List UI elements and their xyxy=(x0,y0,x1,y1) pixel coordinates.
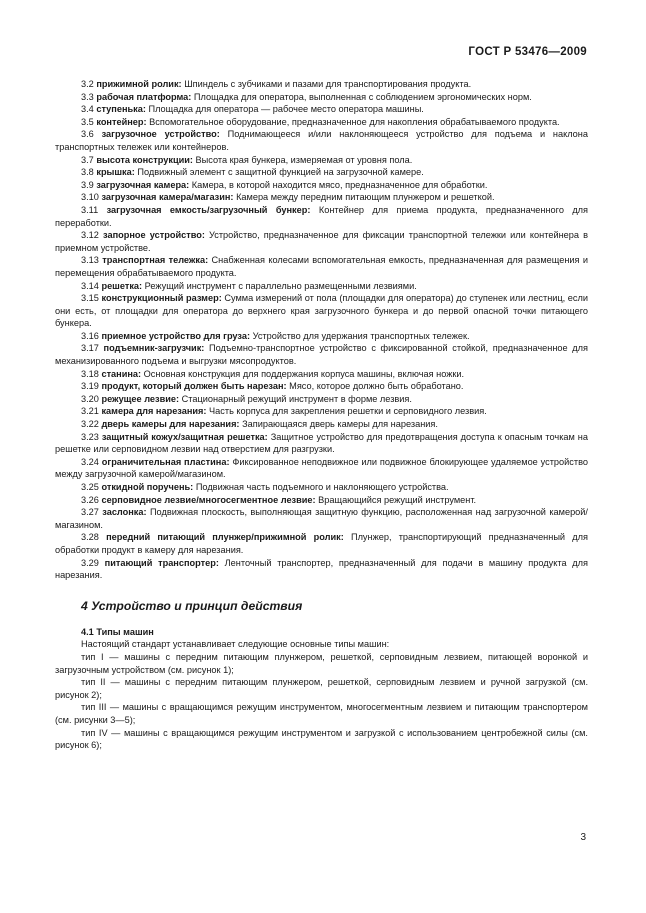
definition-number: 3.14 xyxy=(81,280,99,291)
definition-item xyxy=(55,380,588,393)
definition-item xyxy=(55,557,588,582)
definition-term: подъемник-загрузчик: xyxy=(103,343,205,354)
document-body xyxy=(55,78,588,752)
section-intro: Настоящий стандарт устанавливает следующие основные типы машин: xyxy=(81,639,390,650)
definition-number: 3.15 xyxy=(81,293,99,304)
definition-item xyxy=(55,254,588,279)
definition-text: Камера между передним питающим плунжером и решеткой. xyxy=(236,192,495,203)
definition-number: 3.29 xyxy=(81,557,99,568)
definition-number: 3.4 xyxy=(81,104,94,115)
definition-number: 3.7 xyxy=(81,154,94,165)
definition-text: Защитное устройство для предотвращения доступа к опасным точкам на решетке или серповидном лезвии над отверстием для разгрузки. xyxy=(55,431,588,455)
definition-text: Шпиндель с зубчиками и пазами для транспортирования продукта. xyxy=(184,79,472,89)
page-number: 3 xyxy=(580,832,586,843)
machine-type-item: тип I — машины с передним питающим плунжером, решеткой, серповидным лезвием, питающей воронкой и загрузочным устройством (см. рисунок 1); xyxy=(55,651,588,675)
definition-term: режущее лезвие: xyxy=(101,393,180,404)
definition-item xyxy=(55,78,588,91)
definition-number: 3.13 xyxy=(81,255,99,266)
section-title: 4 Устройство и принцип действия xyxy=(81,598,303,613)
definition-term: приемное устройство для груза: xyxy=(101,330,251,341)
definition-text: Вспомогательное оборудование, предназначенное для накопления обрабатываемого продукта. xyxy=(149,116,560,127)
definition-text: Режущий инструмент с параллельно размещенными лезвиями. xyxy=(144,280,417,291)
definition-item xyxy=(55,91,588,104)
definition-item xyxy=(55,431,588,456)
definition-term: решетка: xyxy=(101,280,143,291)
definition-term: ограничительная пластина: xyxy=(101,456,230,467)
definition-number: 3.27 xyxy=(81,507,99,518)
definition-number: 3.19 xyxy=(81,381,99,392)
definition-text: Площадка для оператора, выполненная с соблюдением эргономических норм. xyxy=(193,91,532,102)
definition-term: запорное устройство: xyxy=(103,230,205,241)
definition-text: Стационарный режущий инструмент в форме лезвия. xyxy=(181,393,412,404)
definition-text: Подвижная плоскость, выполняющая защитную функцию, расположенная над загрузочной камерой/магазином. xyxy=(55,507,588,530)
definition-item xyxy=(55,166,588,179)
definition-term: серповидное лезвие/многосегментное лезвие: xyxy=(101,494,316,505)
definition-text: Подвижный элемент с защитной функцией на загрузочной камере. xyxy=(137,167,424,178)
definition-text: Устройство, предназначенное для фиксации транспортной тележки или контейнера в приемном устройстве. xyxy=(55,230,588,253)
definition-text: Подвижная часть подъемного и наклоняющего устройства. xyxy=(195,482,449,492)
definition-term: прижимной ролик: xyxy=(96,79,182,89)
definition-term: загрузочная камера/магазин: xyxy=(101,192,234,203)
definition-text: Мясо, которое должно быть обработано. xyxy=(289,381,464,392)
definition-number: 3.24 xyxy=(81,456,99,467)
machine-type-item: тип III — машины с вращающимся режущим инструментом, многосегментным лезвием и питающим транспортером (см. рисунки 3—5); xyxy=(55,702,588,725)
definition-text: Устройство для удержания транспортных тележек. xyxy=(252,330,470,341)
definition-term: передний питающий плунжер/прижимной ролик: xyxy=(106,532,344,543)
definition-item xyxy=(55,204,588,229)
definition-number: 3.3 xyxy=(81,91,94,102)
definition-text: Камера, в которой находится мясо, предназначенное для обработки. xyxy=(191,179,488,190)
definition-text: Поднимающееся и/или наклоняющееся устройство для подъема и наклона транспортных тележек или контейнеров. xyxy=(55,129,588,152)
definition-number: 3.25 xyxy=(81,482,99,492)
machine-type-item: тип IV — машины с вращающимся режущим инструментом и загрузкой с использованием центробежной силы (см. рисунок 6); xyxy=(55,727,588,751)
definition-number: 3.17 xyxy=(81,343,99,354)
definition-item xyxy=(55,128,588,153)
definition-text: Вращающийся режущий инструмент. xyxy=(318,494,477,505)
definition-term: продукт, который должен быть нарезан: xyxy=(101,381,287,392)
definition-item xyxy=(55,191,588,204)
definition-number: 3.9 xyxy=(81,179,94,190)
definition-number: 3.5 xyxy=(81,116,94,127)
definition-item xyxy=(55,342,588,367)
definition-number: 3.21 xyxy=(81,406,99,417)
definition-item xyxy=(55,405,588,418)
definition-text: Основная конструкция для поддержания корпуса машины, включая ножки. xyxy=(143,368,465,379)
definition-item xyxy=(55,116,588,129)
definition-item xyxy=(55,330,588,343)
definition-term: питающий транспортер: xyxy=(104,557,219,568)
definition-text: Фиксированное неподвижное или подвижное блокирующее удаляемое устройство между загрузочной камерой/магазином. xyxy=(55,456,588,480)
definition-item xyxy=(55,103,588,116)
definition-text: Снабженная колесами вспомогательная емкость, предназначенная для размещения и перемещения обрабатываемого продукта. xyxy=(55,255,588,278)
definition-term: дверь камеры для нарезания: xyxy=(101,419,240,430)
definition-text: Сумма измерений от пола (площадки для оператора) до ступенек или лестниц, если они есть, от площадки для оператора до верхнего края загрузочного бункера и до первой опасной точки питающего бункера. xyxy=(55,293,588,329)
definition-term: конструкционный размер: xyxy=(101,293,222,304)
definition-term: ступенька: xyxy=(96,104,146,115)
definition-item xyxy=(55,494,588,507)
definition-item xyxy=(55,481,588,494)
definition-term: контейнер: xyxy=(96,116,147,127)
definition-number: 3.16 xyxy=(81,330,99,341)
definition-term: камера для нарезания: xyxy=(101,406,207,417)
definition-term: защитный кожух/защитная решетка: xyxy=(101,431,268,442)
definition-item xyxy=(55,292,588,330)
machine-types-list xyxy=(55,651,588,752)
definition-term: загрузочная емкость/загрузочный бункер: xyxy=(106,204,311,215)
definition-number: 3.10 xyxy=(81,192,99,203)
definition-number: 3.28 xyxy=(81,532,99,543)
definition-number: 3.26 xyxy=(81,494,99,505)
subsection-title: 4.1 Типы машин xyxy=(81,626,154,637)
definition-number: 3.2 xyxy=(81,79,94,89)
definition-item xyxy=(55,393,588,406)
definition-item xyxy=(55,229,588,254)
definition-text: Ленточный транспортер, предназначенный для подачи в машину продукта для нарезания. xyxy=(55,557,588,581)
definition-number: 3.8 xyxy=(81,167,94,178)
definition-number: 3.22 xyxy=(81,419,99,430)
definition-item xyxy=(55,506,588,531)
definition-term: откидной поручень: xyxy=(101,482,194,492)
definition-text: Подъемно-транспортное устройство с фиксированной стойкой, предназначенное для механизированного подъема и выгрузки мясопродуктов. xyxy=(55,343,588,367)
definition-item xyxy=(55,368,588,381)
definition-item xyxy=(55,280,588,293)
definitions-list xyxy=(55,78,588,582)
definition-item xyxy=(55,154,588,167)
definition-number: 3.11 xyxy=(81,204,99,215)
definition-term: станина: xyxy=(101,368,142,379)
definition-term: крышка: xyxy=(96,167,135,178)
definition-item xyxy=(55,531,588,556)
standard-header: ГОСТ Р 53476—2009 xyxy=(468,46,587,58)
definition-term: загрузочная камера: xyxy=(96,179,190,190)
definition-term: заслонка: xyxy=(102,507,147,518)
machine-type-item: тип II — машины с передним питающим плунжером, решеткой, серповидным лезвием и ручной загрузкой (см. рисунок 2); xyxy=(55,677,588,700)
definition-term: высота конструкции: xyxy=(96,154,193,165)
definition-text: Плунжер, транспортирующий предназначенный для обработки продукт в камеру для нарезания. xyxy=(55,532,588,555)
definition-number: 3.18 xyxy=(81,368,99,379)
definition-item xyxy=(55,418,588,431)
definition-text: Часть корпуса для закрепления решетки и серповидного лезвия. xyxy=(209,406,487,417)
definition-term: загрузочное устройство: xyxy=(101,129,220,140)
definition-item xyxy=(55,456,588,481)
definition-number: 3.20 xyxy=(81,393,99,404)
definition-number: 3.12 xyxy=(81,230,99,241)
definition-text: Площадка для оператора — рабочее место оператора машины. xyxy=(148,104,424,115)
definition-term: транспортная тележка: xyxy=(102,255,209,266)
definition-number: 3.23 xyxy=(81,431,99,442)
definition-text: Запирающаяся дверь камеры для нарезания. xyxy=(242,419,438,430)
definition-term: рабочая платформа: xyxy=(96,91,192,102)
definition-text: Контейнер для приема продукта, предназначенного для переработки. xyxy=(55,204,589,228)
definition-text: Высота края бункера, измеряемая от уровня пола. xyxy=(195,154,413,165)
definition-number: 3.6 xyxy=(81,129,94,140)
definition-item xyxy=(55,179,588,192)
